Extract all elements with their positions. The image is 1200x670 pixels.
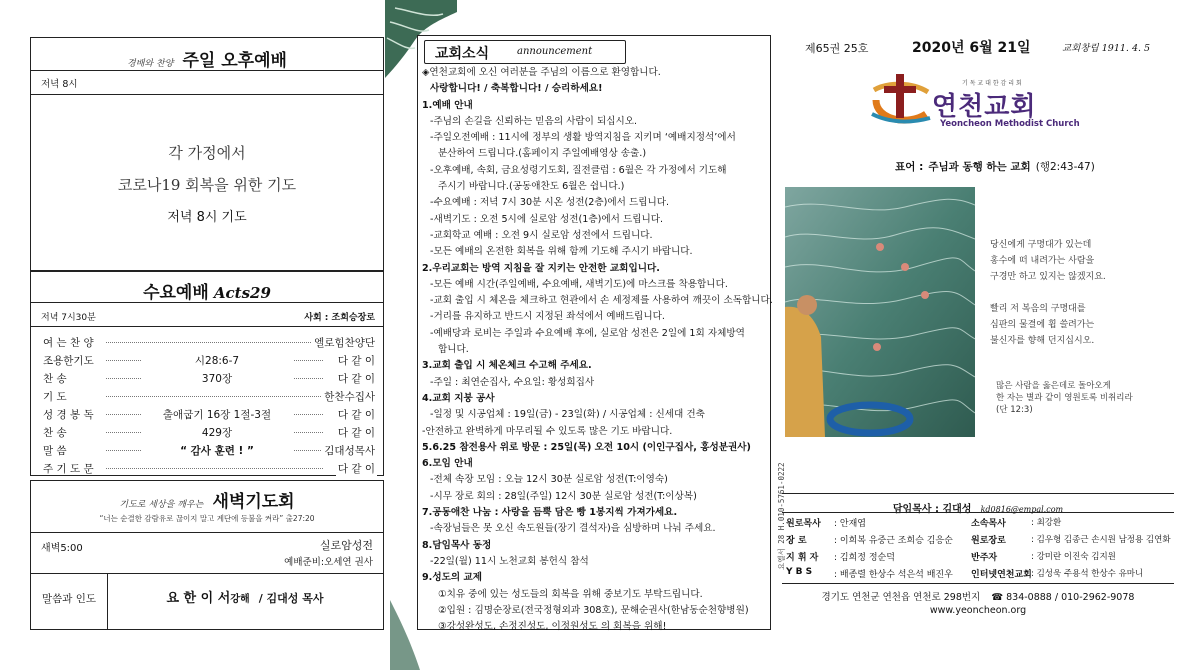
announcement-line: -22일(월) 11시 노천교회 봉헌식 참석	[430, 555, 589, 567]
staff-v1: : 안재엽	[834, 519, 866, 529]
announcement-line: -교회학교 예배 : 오전 9시 실로암 성전에서 드립니다.	[430, 229, 653, 241]
announcement-line: -오후예배, 속회, 금요성령기도회, 질전클럽 : 6월은 각 가정에서 기도해	[430, 164, 727, 176]
staff-k1: Y B S	[786, 567, 813, 577]
phone: ☎ 834-0888 / 010-2962-9078	[991, 592, 1135, 603]
wednesday-host: 사회 : 조희승장로	[304, 313, 375, 323]
dawn-verse: “너는 순결한 감람유로 끊이지 말고 계단에 등불을 켜라” 출27:20	[99, 514, 315, 523]
announcement-line: 4.교회 지붕 공사	[422, 392, 495, 404]
bible-quote	[996, 380, 1133, 416]
service-detail: 출애굽기 16장 1절-3절	[141, 407, 293, 422]
volume: 제65권 25호	[805, 42, 869, 55]
staff-v2: : 최강환	[1031, 518, 1062, 528]
announcement-line: 주시기 바랍니다.(공동애찬도 6월은 쉽니다.)	[438, 181, 625, 193]
announcement-line: -예배당과 로비는 주일과 수요예배 후에, 실로암 성전은 2일에 1회 자체방역	[430, 327, 745, 339]
staff-v2: : 김성욱 주용석 한상수 유마니	[1031, 569, 1144, 579]
service-row	[31, 368, 383, 388]
sermon-label: 말씀과 인도	[41, 593, 97, 605]
church-name: 연천교회	[932, 92, 1037, 122]
service-leader: 다 같 이	[337, 372, 375, 385]
announcement-line: ②입원 : 김명순장로(전국정형외과 308호), 문해순권사(한남동순천향병원)	[438, 604, 749, 616]
preacher: / 김대성 목사	[258, 592, 324, 605]
wednesday-title-en: Acts29	[213, 284, 271, 302]
staff-k1: 장 로	[786, 536, 807, 546]
poem-line: 불신자를 향해 던지십시오.	[990, 336, 1095, 346]
service-item: 기 도	[43, 390, 67, 403]
service-detail: “ 감사 훈련 ! ”	[141, 443, 293, 458]
service-row	[31, 332, 383, 352]
sunday-line3: 저녁 8시 기도	[167, 210, 247, 225]
staff-v2: : 김우형 김종근 손시원 남정용 김연화	[1031, 535, 1171, 545]
announcement-line: -시무 장로 회의 : 28일(주일) 12시 30분 실로암 성전(T:이상복)	[430, 490, 697, 502]
leader-dots	[106, 468, 323, 469]
church-name-en: Yeoncheon Methodist Church	[940, 119, 1080, 129]
service-detail: 370장	[141, 371, 293, 386]
announcement-line: -주일오전예배 : 11시에 정부의 생활 방역지침을 지키며 ‘예배지정석’에서	[430, 132, 736, 144]
service-detail: 429장	[141, 425, 293, 440]
sermon-suffix: 강해	[230, 594, 250, 605]
staff-row	[786, 531, 1176, 548]
announcement-line: 6.모임 안내	[422, 458, 473, 470]
announcement-line: 1.예배 안내	[422, 99, 473, 111]
wave-decoration-bottom	[390, 600, 420, 670]
staff-v1: : 배종렬 한상수 석은석 배진우	[834, 570, 953, 580]
service-leader: 김대성목사	[324, 444, 375, 457]
bulletin-date: 2020년 6월 21일	[912, 40, 1031, 56]
pastor-email: kd0816@empal.com	[980, 505, 1064, 514]
logo-subtitle: 기 독 교 대 한 감 리 회	[962, 80, 1022, 87]
dawn-place: 실로암성전	[319, 539, 373, 552]
sunday-line2: 코로나19 회복을 위한 기도	[117, 176, 297, 194]
address: 경기도 연천군 연천읍 연천로 298번지	[821, 592, 981, 603]
wednesday-time: 저녁 7시30분	[41, 313, 96, 323]
announcement-line: -모든 예배 시간(주일예배, 수요예배, 새벽기도)에 마스크를 착용합니다.	[430, 278, 728, 290]
announcement-line: 합니다.	[438, 344, 469, 356]
announcement-line: 7.공동애찬 나눔 : 사랑을 듬뿍 담은 빵 1봉지씩 가져가세요.	[422, 507, 678, 519]
side-vertical-text: 요엘서 28 H.010-5761-0222	[777, 462, 786, 570]
motto: 주님과 동행 하는 교회	[928, 161, 1031, 173]
announcement-line: -일정 및 시공업체 : 19일(금) - 23일(화) / 시공업체 : 신세대 건축	[430, 409, 705, 421]
website[interactable]: www.yeoncheon.org	[929, 605, 1027, 616]
dawn-prep: 예배준비:오세연 권사	[284, 557, 373, 568]
announcement-line: ◈연천교회에 오신 여러분을 주님의 이름으로 환영합니다.	[422, 67, 661, 78]
dawn-title: 새벽기도회	[212, 492, 295, 512]
service-item: 말 씀	[43, 444, 67, 457]
announcement-line: ③강성완성도, 손정진성도, 이정원성도 의 회복을 위해!	[438, 621, 667, 633]
staff-v2: : 강미란 이진숙 김지원	[1031, 552, 1116, 562]
service-row	[31, 422, 383, 442]
service-item: 주 기 도 문	[43, 462, 94, 475]
sermon-title: 요 한 이 서	[166, 591, 231, 606]
staff-row	[786, 514, 1176, 531]
announcement-title: 교회소식	[435, 46, 490, 62]
service-item: 조용한기도	[43, 354, 94, 367]
staff-v1: : 이희복 유중근 조희승 김응순	[834, 536, 953, 546]
announcement-line: -주님의 손길을 신뢰하는 믿음의 사람이 되십시오.	[430, 115, 638, 127]
staff-k2: 인터넷연천교회	[971, 570, 1032, 580]
church-logo-icon	[868, 70, 938, 126]
staff-k1: 지 휘 자	[786, 553, 819, 563]
announcement-list	[422, 65, 773, 635]
announcement-line: 3.교회 출입 시 체온체크 수고해 주세요.	[422, 360, 592, 372]
service-detail: 시28:6-7	[141, 353, 293, 368]
motto-label: 표어 :	[895, 161, 924, 173]
announcement-line: -속장님들은 못 오신 속도원들(장기 결석자)을 심방하며 나눠 주세요.	[430, 523, 716, 535]
wednesday-service-box	[30, 271, 384, 476]
announcement-line: -교회 출입 시 체온을 체크하고 현관에서 손 세정제를 사용하여 깨끗이 소독합니다.	[430, 295, 773, 307]
announcement-line: 분산하여 드립니다.(홈페이지 주일예배영상 송출.)	[438, 148, 647, 160]
service-leader: 한찬수집사	[324, 390, 375, 403]
sunday-subtitle: 경배와 찬양	[127, 59, 174, 69]
poem-line: 구경만 하고 있지는 않겠지요.	[990, 272, 1106, 282]
staff-k2: 소속목사	[971, 519, 1006, 529]
motto-ref: (행2:43-47)	[1035, 161, 1095, 173]
poem-line: 홍수에 떠 내려가는 사람을	[990, 256, 1095, 266]
staff-row	[786, 548, 1176, 565]
announcement-line: -주일 : 최연순집사, 수요일: 황성희집사	[430, 376, 595, 388]
wednesday-title: 수요예배	[143, 283, 209, 303]
quote-line: (단 12:3)	[996, 405, 1033, 415]
founded: 교회창립 1911. 4. 5	[1062, 43, 1151, 54]
service-item: 찬 송	[43, 426, 67, 439]
staff-table	[786, 514, 1176, 582]
rescue-illustration	[785, 187, 975, 437]
poem	[990, 237, 1106, 349]
announcement-line: 5.6.25 참전용사 위로 방문 : 25일(목) 오전 10시 (이인구집사, 홍성분권사)	[422, 441, 751, 453]
leader-dots	[106, 342, 323, 343]
dawn-prayer-box	[30, 480, 384, 630]
announcement-line: ①치유 중에 있는 성도들의 회복을 위해 중보기도 부탁드립니다.	[438, 588, 703, 600]
leader-dots	[106, 396, 323, 397]
service-item: 여 는 찬 양	[43, 336, 94, 349]
poem-line	[990, 285, 1106, 301]
announcement-line: -전체 속장 모임 : 오늘 12시 30분 실로암 성전(T:이영숙)	[430, 474, 668, 486]
announcement-line: 9.성도의 교제	[422, 572, 482, 584]
service-row	[31, 458, 383, 478]
service-row	[31, 386, 383, 406]
service-item: 성 경 봉 독	[43, 408, 94, 421]
quote-line: 한 자는 별과 같이 영원토록 비취리라	[996, 393, 1133, 403]
announcement-line: -안전하고 완벽하게 마무리될 수 있도록 많은 기도 바랍니다.	[422, 425, 673, 437]
service-leader: 다 같 이	[337, 426, 375, 439]
announcement-header-box	[424, 40, 626, 64]
dawn-time: 새벽5:00	[41, 543, 83, 554]
pastor: 담임목사 : 김대성	[892, 504, 972, 515]
service-leader: 엘로힘찬양단	[314, 336, 375, 349]
service-leader: 다 같 이	[337, 408, 375, 421]
order-of-service	[31, 326, 383, 476]
sunday-title: 주일 오후예배	[182, 51, 287, 71]
announcement-line: -모든 예배의 온전한 회복을 위해 함께 기도해 주시기 바랍니다.	[430, 246, 693, 258]
staff-k2: 반주자	[971, 553, 998, 563]
staff-row	[786, 565, 1176, 582]
poem-line: 빨리 저 복음의 구명대를	[990, 304, 1086, 314]
staff-k2: 원로장로	[971, 536, 1006, 546]
service-row	[31, 404, 383, 424]
announcement-line: 사랑합니다! / 축복합니다! / 승리하세요!	[430, 83, 603, 95]
sunday-line1: 각 가정에서	[168, 144, 246, 162]
announcement-line: -거리를 유지하고 반드시 지정된 좌석에서 예배드립니다.	[430, 311, 665, 323]
service-leader: 다 같 이	[337, 462, 375, 475]
service-item: 찬 송	[43, 372, 67, 385]
poem-line: 심판의 물결에 휩 쓸려가는	[990, 320, 1095, 330]
sunday-time: 저녁 8시	[41, 79, 78, 90]
announcement-line: 8.담임목사 동정	[422, 539, 492, 551]
staff-k1: 원로목사	[786, 519, 821, 529]
announcement-line: -수요예배 : 저녁 7시 30분 시온 성전(2층)에서 드립니다.	[430, 197, 670, 209]
poem-line: 당신에게 구명대가 있는데	[990, 240, 1092, 250]
announcement-line: 2.우리교회는 방역 지침을 잘 지키는 안전한 교회입니다.	[422, 262, 660, 274]
sunday-afternoon-box	[30, 37, 384, 271]
announcement-box	[417, 35, 773, 633]
service-row	[31, 350, 383, 370]
announcement-title-en: announcement	[517, 46, 593, 57]
staff-v1: : 김희정 정순덕	[834, 553, 895, 563]
service-row	[31, 440, 383, 460]
dawn-subtitle: 기도로 세상을 깨우는	[119, 500, 204, 510]
quote-line: 많은 사람을 옳은데로 돌아오게	[996, 381, 1111, 391]
service-leader: 다 같 이	[337, 354, 375, 367]
announcement-line: -새벽기도 : 오전 5시에 실로암 성전(1층)에서 드립니다.	[430, 213, 664, 225]
